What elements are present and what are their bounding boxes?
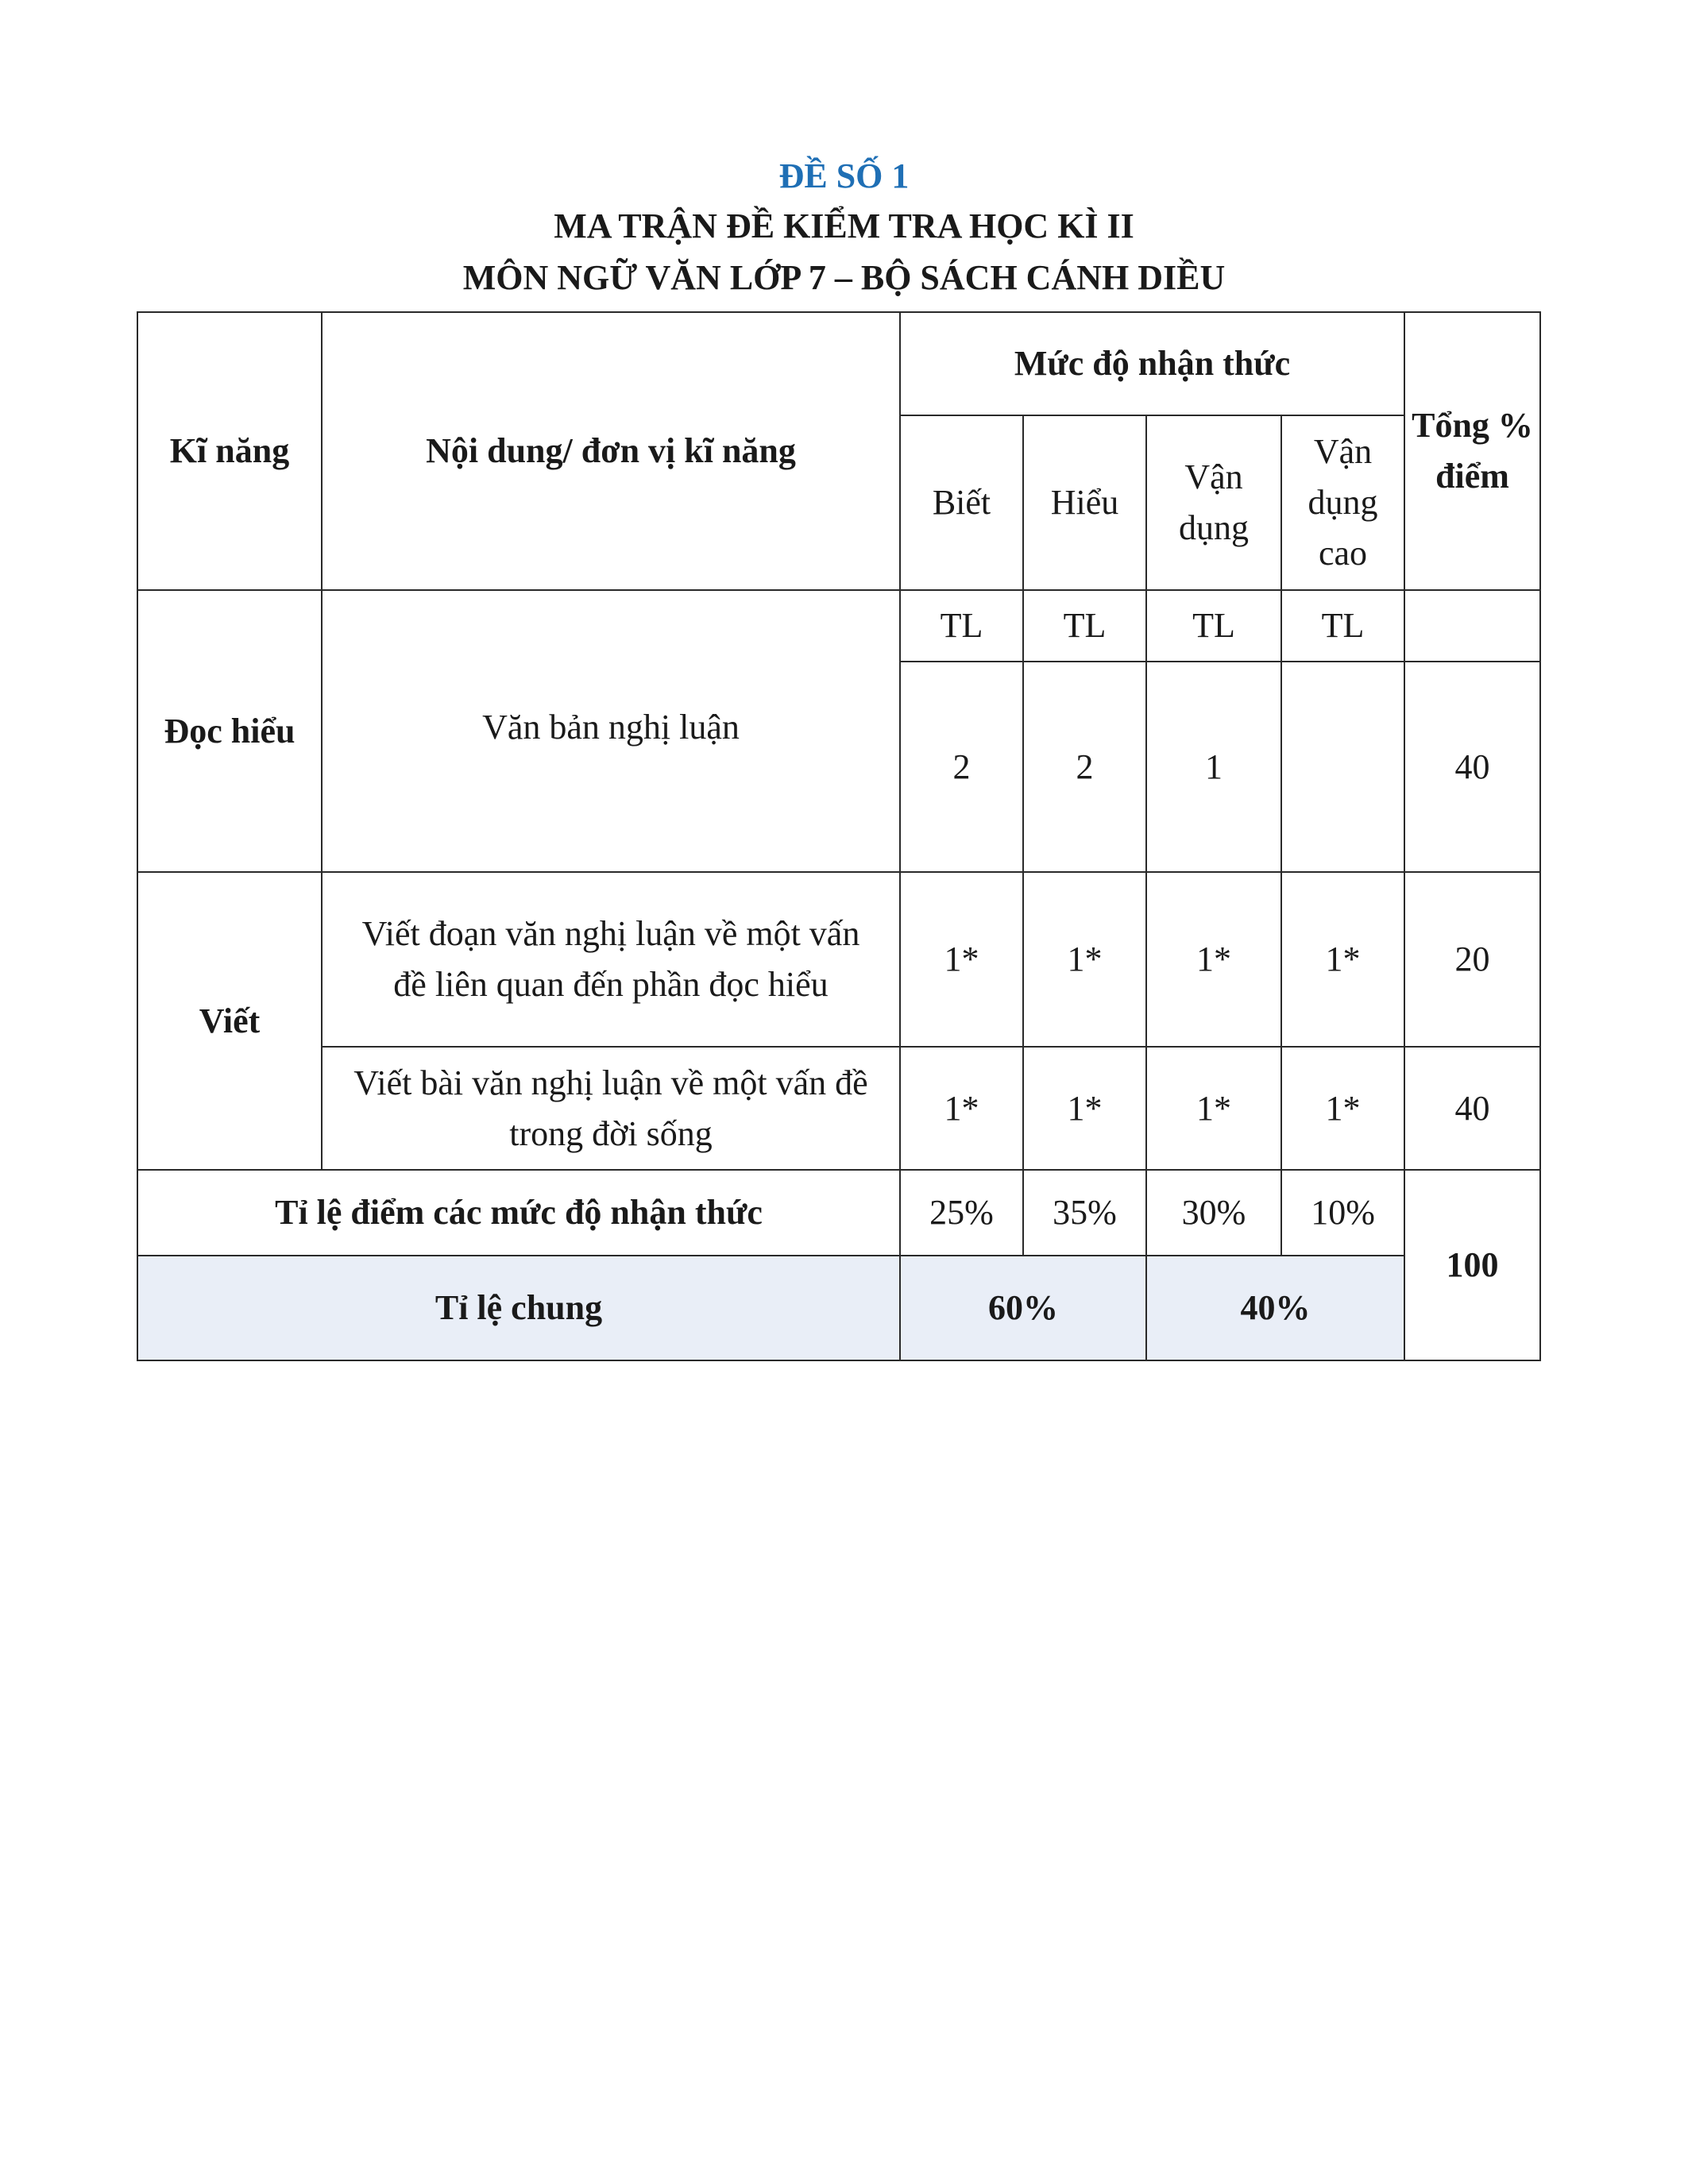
document-title: MA TRẬN ĐỀ KIỂM TRA HỌC KÌ II [554,206,1134,245]
form-label: TL [1281,590,1404,662]
total-cell: 40 [1404,662,1540,872]
value-cell: 2 [900,662,1023,872]
header-row-1 [137,312,1540,415]
general-value-advanced: 40% [1146,1256,1404,1360]
value-cell [1281,662,1404,872]
level-apply: Vận dụng [1146,415,1281,590]
ratio-value: 10% [1281,1170,1404,1256]
value-cell: 1* [1281,1047,1404,1170]
form-label: TL [900,590,1023,662]
header-content: Nội dung/ đơn vị kĩ năng [322,312,900,590]
level-apply-high: Vận dụng cao [1281,415,1404,590]
value-cell: 1* [1023,872,1146,1047]
value-cell: 1* [900,1047,1023,1170]
value-cell: 1* [1023,1047,1146,1170]
value-cell: 1* [1146,872,1281,1047]
table-row-writing-essay [137,1047,1540,1170]
value-cell: 1* [1281,872,1404,1047]
general-value-basic: 60% [900,1256,1146,1360]
value-cell: 1* [900,872,1023,1047]
ratio-label: Tỉ lệ điểm các mức độ nhận thức [137,1170,900,1256]
table-row-writing-paragraph [137,872,1540,1047]
header-levels: Mức độ nhận thức [900,312,1404,415]
form-label: TL [1146,590,1281,662]
skill-reading: Đọc hiểu [137,590,322,872]
general-label: Tỉ lệ chung [137,1256,900,1360]
total-cell: 40 [1404,1047,1540,1170]
grand-total: 100 [1404,1170,1540,1360]
total-cell: 20 [1404,872,1540,1047]
content-writing-essay: Viết bài văn nghị luận về một vấn đề trong đời sống [322,1047,900,1170]
exam-number: ĐỀ SỐ 1 [778,156,910,195]
form-total-empty [1404,590,1540,662]
content-reading: Văn bản nghị luận [322,590,900,872]
ratio-value: 35% [1023,1170,1146,1256]
general-row [137,1256,1540,1360]
level-know: Biết [900,415,1023,590]
value-cell: 1 [1146,662,1281,872]
exam-matrix-table [137,311,1541,1361]
form-label: TL [1023,590,1146,662]
skill-writing: Viết [137,872,322,1170]
value-cell: 1* [1146,1047,1281,1170]
value-cell: 2 [1023,662,1146,872]
content-writing-paragraph: Viết đoạn văn nghị luận về một vấn đề liên quan đến phần đọc hiểu [322,872,900,1047]
form-row [137,590,1540,662]
ratio-row [137,1170,1540,1256]
level-understand: Hiểu [1023,415,1146,590]
header-total: Tổng % điểm [1404,312,1540,590]
ratio-value: 25% [900,1170,1023,1256]
document-header [0,152,1688,303]
ratio-value: 30% [1146,1170,1281,1256]
document-subtitle: MÔN NGỮ VĂN LỚP 7 – BỘ SÁCH CÁNH DIỀU [462,258,1226,297]
header-skill: Kĩ năng [137,312,322,590]
